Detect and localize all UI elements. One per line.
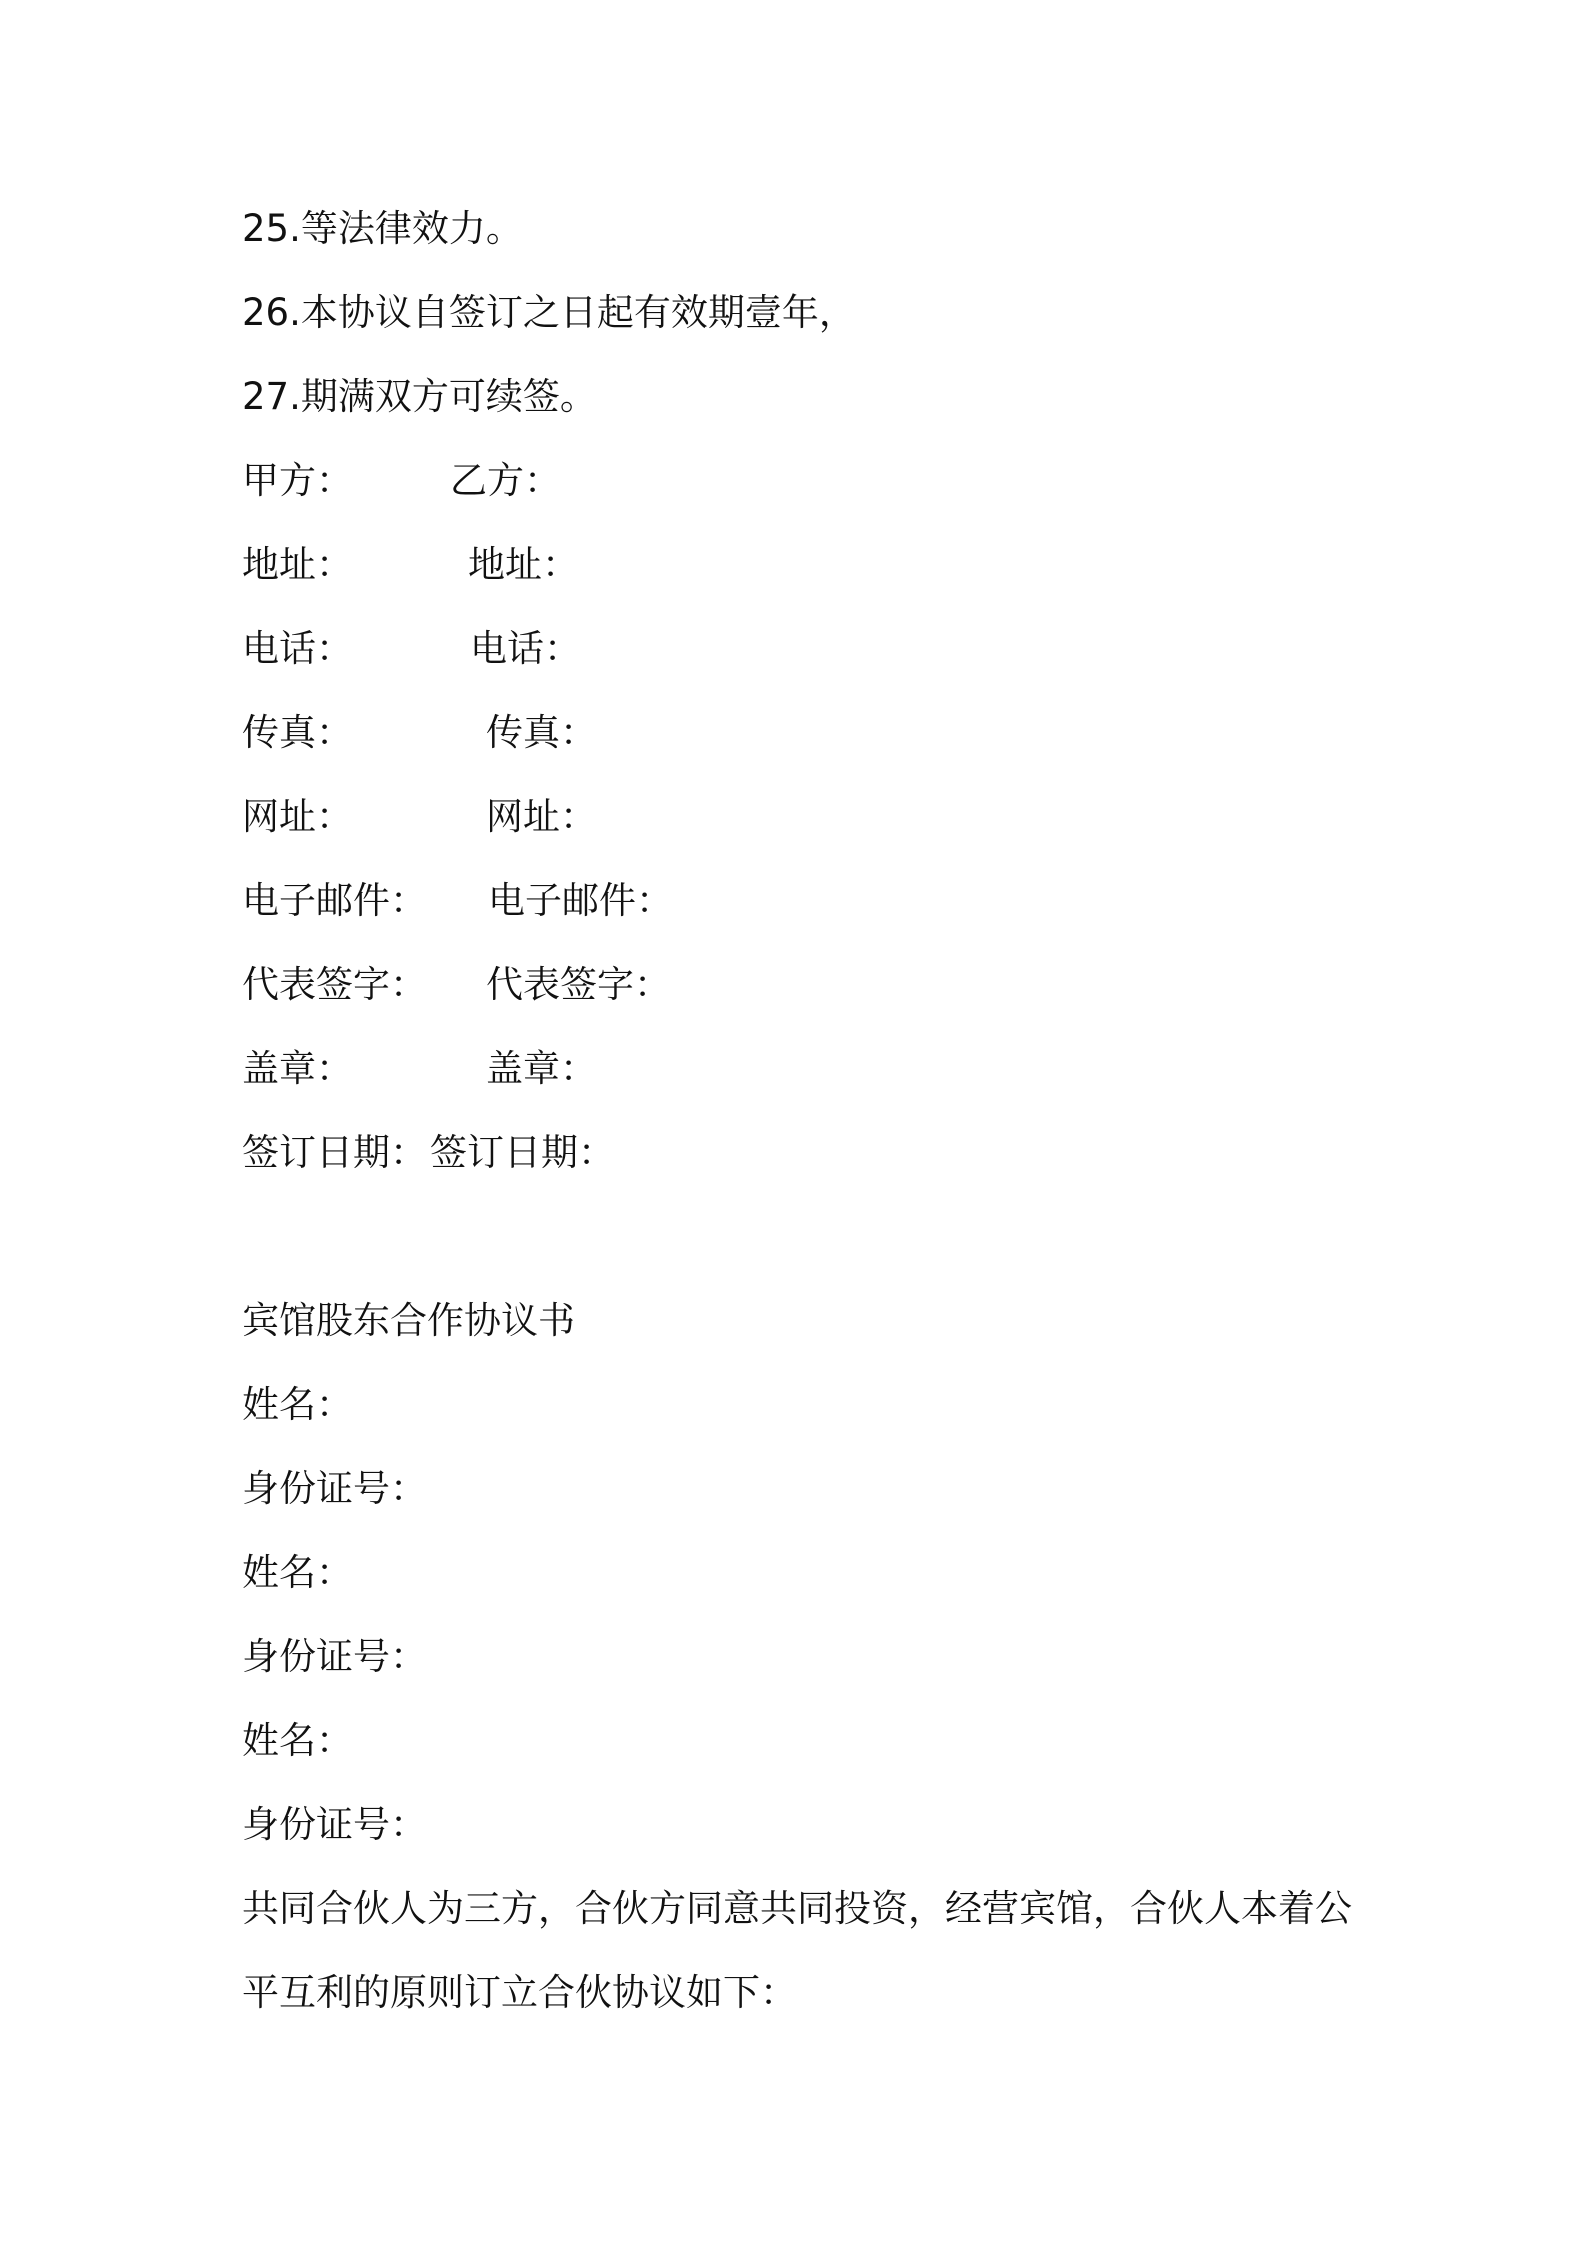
party-b-address-label: 地址： [468,543,579,586]
party-a-date-label: 签订日期： [242,1131,427,1174]
party-a-seal-label: 盖章： [242,1047,353,1090]
party-b-seal-label: 盖章： [486,1047,597,1090]
party-3-name-label: 姓名： [242,1719,353,1762]
party-a-website-label: 网址： [242,795,353,838]
party-2-id-label: 身份证号： [242,1635,427,1678]
party-a-label: 甲方： [242,459,353,502]
party-a-address-label: 地址： [242,543,353,586]
party-3-id-label: 身份证号： [242,1803,427,1846]
clause-27: 27.期满双方可续签。 [242,375,597,418]
signature-row-website [242,793,597,841]
signature-row-representative [242,961,671,1009]
party-a-phone-label: 电话： [242,627,353,670]
party-1-name-label: 姓名： [242,1383,353,1426]
signature-row-email [242,877,673,925]
party-b-email-label: 电子邮件： [488,879,673,922]
party-b-phone-label: 电话： [470,627,581,670]
intro-paragraph-line-1: 共同合伙人为三方，合伙方同意共同投资，经营宾馆，合伙人本着公 [242,1887,1352,1930]
party-a-fax-label: 传真： [242,711,353,754]
party-b-label: 乙方： [450,459,561,502]
signature-row-fax [242,709,597,757]
intro-paragraph-line-2: 平互利的原则订立合伙协议如下： [242,1971,797,2014]
party-2-name-label: 姓名： [242,1551,353,1594]
agreement-title: 宾馆股东合作协议书 [242,1299,575,1342]
party-b-website-label: 网址： [486,795,597,838]
party-a-email-label: 电子邮件： [242,879,427,922]
clause-25: 25.等法律效力。 [242,207,523,250]
clause-26: 26.本协议自签订之日起有效期壹年， [242,291,856,334]
signature-row-address [242,541,579,589]
party-b-date-label: 签订日期： [430,1131,615,1174]
signature-row-date [242,1129,615,1177]
party-a-representative-label: 代表签字： [242,963,427,1006]
party-1-id-label: 身份证号： [242,1467,427,1510]
signature-row-phone [242,625,581,673]
party-b-fax-label: 传真： [486,711,597,754]
signature-row-party [242,457,561,505]
party-b-representative-label: 代表签字： [486,963,671,1006]
signature-row-seal [242,1045,597,1093]
